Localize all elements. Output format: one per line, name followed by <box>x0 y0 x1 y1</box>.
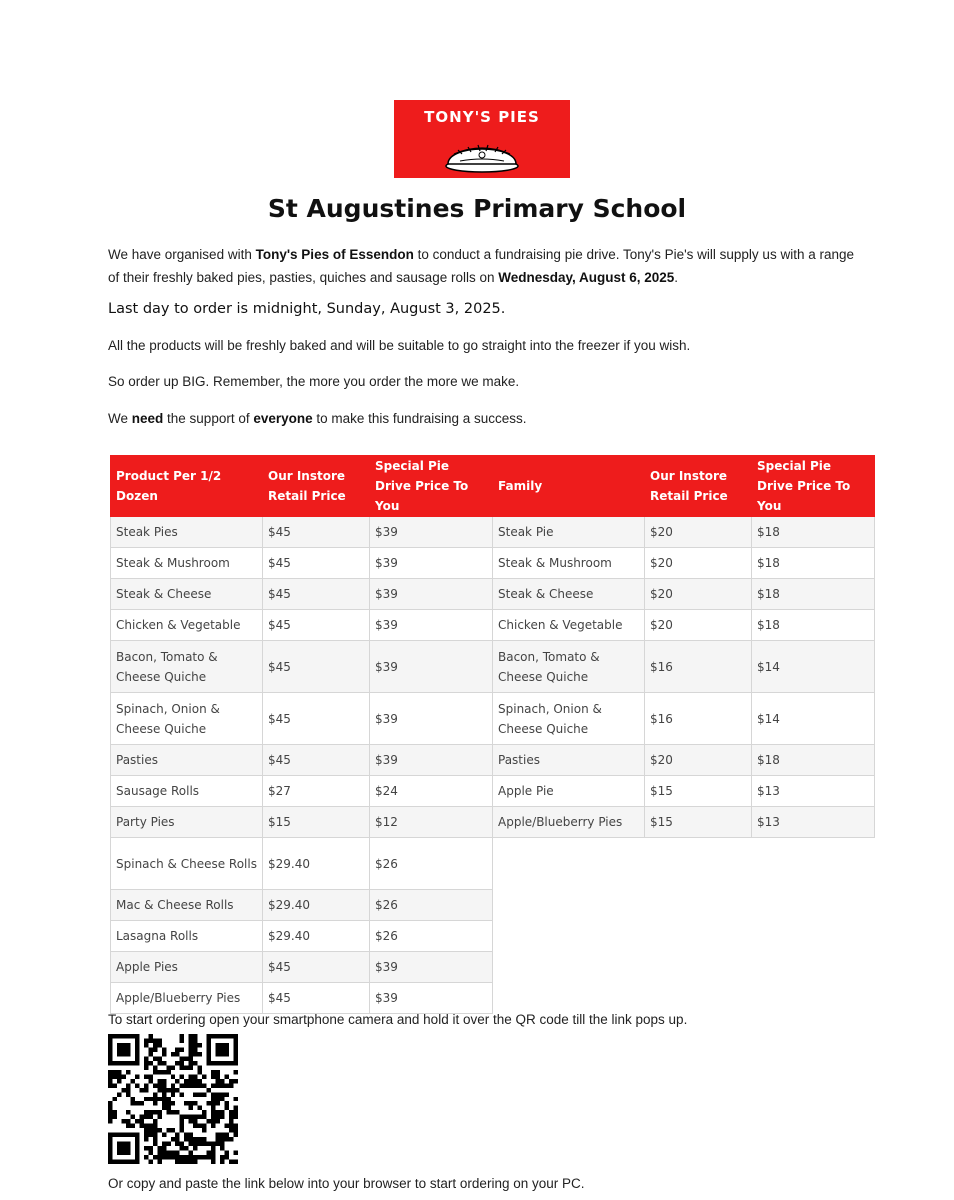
support-emphasis: need <box>131 411 164 426</box>
table-header-row <box>111 456 493 517</box>
tonys-pies-logo <box>394 100 570 178</box>
intro-text: We have organised with <box>108 247 256 262</box>
product-cell: Lasagna Rolls <box>111 921 263 952</box>
retail-price-cell: $16 <box>645 693 752 745</box>
support-text: the support of <box>163 411 254 426</box>
table-row <box>111 517 493 548</box>
support-emphasis: everyone <box>253 411 313 426</box>
retail-price-cell: $45 <box>263 548 370 579</box>
retail-price-cell: $27 <box>263 776 370 807</box>
table-row <box>111 745 493 776</box>
product-cell: Sausage Rolls <box>111 776 263 807</box>
special-price-cell: $26 <box>370 921 493 952</box>
special-price-cell: $18 <box>752 517 875 548</box>
product-cell: Chicken & Vegetable <box>493 610 645 641</box>
table-header-row <box>493 456 875 517</box>
freezer-note: All the products will be freshly baked and will be suitable to go straight into the freezer if you wish. <box>108 338 691 353</box>
product-cell: Apple Pie <box>493 776 645 807</box>
product-cell: Apple/Blueberry Pies <box>111 983 263 1014</box>
table-row <box>111 807 493 838</box>
table-row <box>493 548 875 579</box>
retail-price-cell: $29.40 <box>263 921 370 952</box>
retail-price-cell: $29.40 <box>263 890 370 921</box>
retail-price-cell: $29.40 <box>263 838 370 890</box>
product-cell: Pasties <box>111 745 263 776</box>
product-cell: Steak Pie <box>493 517 645 548</box>
order-big-note: So order up BIG. Remember, the more you order the more we make. <box>108 374 520 389</box>
product-cell: Spinach, Onion & Cheese Quiche <box>111 693 263 745</box>
product-cell: Steak & Cheese <box>493 579 645 610</box>
product-cell: Bacon, Tomato & Cheese Quiche <box>111 641 263 693</box>
intro-text: . <box>674 270 679 285</box>
table-row <box>111 890 493 921</box>
table-row <box>111 641 493 693</box>
retail-price-cell: $15 <box>645 807 752 838</box>
table-row <box>493 807 875 838</box>
product-cell: Steak Pies <box>111 517 263 548</box>
product-cell: Mac & Cheese Rolls <box>111 890 263 921</box>
table-row <box>111 921 493 952</box>
column-header: Special Pie Drive Price To You <box>752 456 875 517</box>
delivery-date: Wednesday, August 6, 2025 <box>498 270 675 285</box>
special-price-cell: $39 <box>370 548 493 579</box>
table-row <box>111 952 493 983</box>
column-header: Family <box>493 456 645 517</box>
special-price-cell: $39 <box>370 517 493 548</box>
retail-price-cell: $20 <box>645 548 752 579</box>
column-header: Special Pie Drive Price To You <box>370 456 493 517</box>
table-row <box>111 579 493 610</box>
logo-text: TONY'S PIES <box>424 108 540 126</box>
product-cell: Steak & Mushroom <box>111 548 263 579</box>
retail-price-cell: $16 <box>645 641 752 693</box>
special-price-cell: $39 <box>370 693 493 745</box>
special-price-cell: $26 <box>370 838 493 890</box>
retail-price-cell: $45 <box>263 517 370 548</box>
table-row <box>493 610 875 641</box>
retail-price-cell: $20 <box>645 579 752 610</box>
support-text: to make this fundraising a success. <box>312 411 527 426</box>
retail-price-cell: $15 <box>645 776 752 807</box>
retail-price-cell: $15 <box>263 807 370 838</box>
table-row <box>111 776 493 807</box>
table-row <box>493 745 875 776</box>
column-header: Product Per 1/2 Dozen <box>111 456 263 517</box>
qr-code[interactable] <box>108 1034 238 1164</box>
special-price-cell: $18 <box>752 745 875 776</box>
retail-price-cell: $45 <box>263 579 370 610</box>
table-row <box>493 776 875 807</box>
table-row <box>111 838 493 890</box>
special-price-cell: $39 <box>370 983 493 1014</box>
product-cell: Bacon, Tomato & Cheese Quiche <box>493 641 645 693</box>
retail-price-cell: $45 <box>263 641 370 693</box>
table-row <box>493 517 875 548</box>
support-paragraph <box>108 407 868 430</box>
pie-icon <box>440 130 524 174</box>
product-cell: Chicken & Vegetable <box>111 610 263 641</box>
special-price-cell: $18 <box>752 548 875 579</box>
product-cell: Pasties <box>493 745 645 776</box>
product-cell: Steak & Mushroom <box>493 548 645 579</box>
product-cell: Apple Pies <box>111 952 263 983</box>
special-price-cell: $39 <box>370 745 493 776</box>
special-price-cell: $39 <box>370 641 493 693</box>
retail-price-cell: $45 <box>263 610 370 641</box>
table-row <box>493 693 875 745</box>
retail-price-cell: $20 <box>645 610 752 641</box>
product-cell: Spinach & Cheese Rolls <box>111 838 263 890</box>
intro-text: to conduct a fundraising pie drive. Tony's Pie's will supply us with a range of their freshly baked pies, pasties, quiches and sausage rolls on <box>108 247 854 285</box>
qr-instruction: To start ordering open your smartphone camera and hold it over the QR code till the link pops up. <box>108 1012 688 1027</box>
support-text: We <box>108 411 132 426</box>
product-cell: Apple/Blueberry Pies <box>493 807 645 838</box>
special-price-cell: $39 <box>370 952 493 983</box>
copy-link-instruction: Or copy and paste the link below into your browser to start ordering on your PC. <box>108 1176 585 1191</box>
intro-paragraph <box>108 243 868 289</box>
special-price-cell: $39 <box>370 610 493 641</box>
special-price-cell: $26 <box>370 890 493 921</box>
supplier-name: Tony's Pies of Essendon <box>255 247 414 262</box>
retail-price-cell: $20 <box>645 517 752 548</box>
special-price-cell: $24 <box>370 776 493 807</box>
special-price-cell: $39 <box>370 579 493 610</box>
retail-price-cell: $20 <box>645 745 752 776</box>
special-price-cell: $14 <box>752 693 875 745</box>
order-deadline: Last day to order is midnight, Sunday, August 3, 2025. <box>108 301 506 317</box>
page-title: St Augustines Primary School <box>267 194 687 223</box>
family-price-table <box>492 455 875 838</box>
special-price-cell: $13 <box>752 776 875 807</box>
special-price-cell: $18 <box>752 610 875 641</box>
column-header: Our Instore Retail Price <box>645 456 752 517</box>
retail-price-cell: $45 <box>263 952 370 983</box>
retail-price-cell: $45 <box>263 983 370 1014</box>
table-row <box>111 610 493 641</box>
special-price-cell: $13 <box>752 807 875 838</box>
table-row <box>111 548 493 579</box>
special-price-cell: $18 <box>752 579 875 610</box>
product-cell: Steak & Cheese <box>111 579 263 610</box>
table-row <box>493 641 875 693</box>
product-cell: Party Pies <box>111 807 263 838</box>
special-price-cell: $12 <box>370 807 493 838</box>
retail-price-cell: $45 <box>263 693 370 745</box>
column-header: Our Instore Retail Price <box>263 456 370 517</box>
table-row <box>111 693 493 745</box>
table-row <box>493 579 875 610</box>
product-cell: Spinach, Onion & Cheese Quiche <box>493 693 645 745</box>
retail-price-cell: $45 <box>263 745 370 776</box>
special-price-cell: $14 <box>752 641 875 693</box>
half-dozen-price-table <box>110 455 493 1014</box>
